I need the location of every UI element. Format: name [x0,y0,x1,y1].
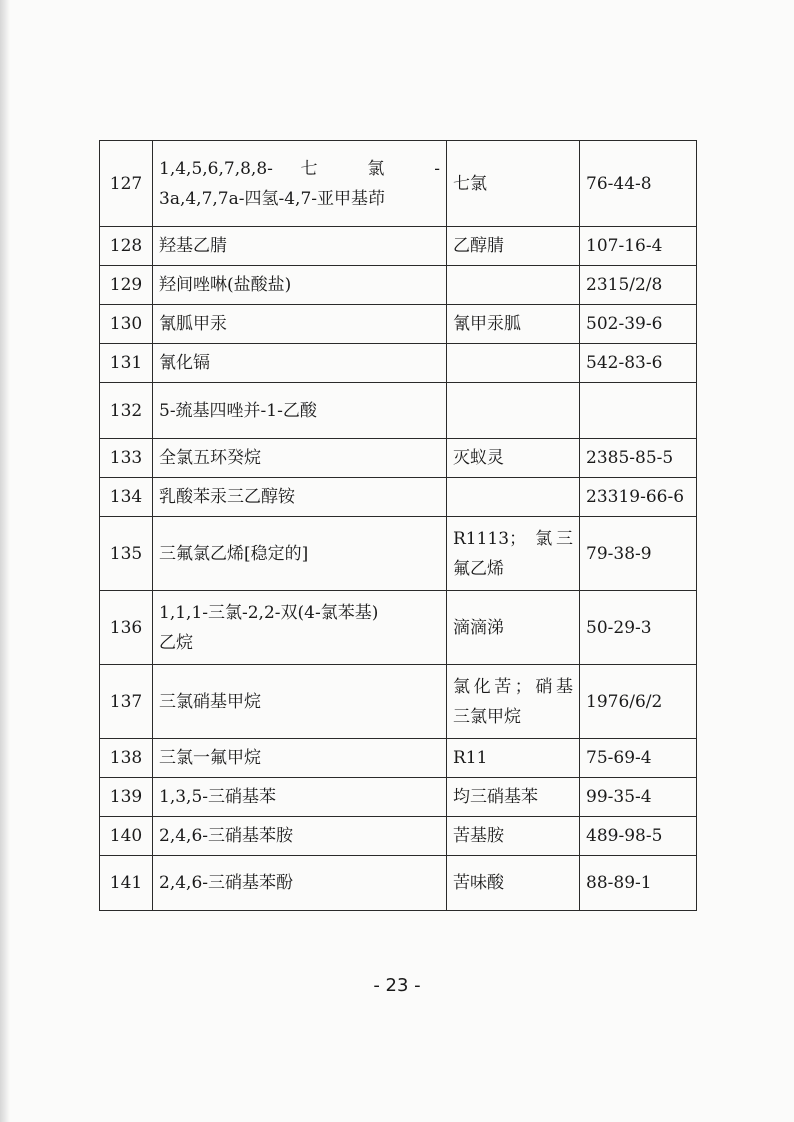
cas-number: 75-69-4 [580,739,697,778]
chemical-name-line: 2,4,6-三硝基苯胺 [159,826,293,846]
serial-number: 130 [100,305,153,344]
table-row [100,817,697,856]
chemical-name-line: 2,4,6-三硝基苯酚 [159,873,293,893]
serial-number: 141 [100,856,153,911]
cas-number: 1976/6/2 [580,665,697,739]
table-row [100,517,697,591]
serial-number: 140 [100,817,153,856]
chemical-name [153,439,447,478]
chemical-name-line: 3a,4,7,7a-四氢-4,7-亚甲基茚 [159,188,386,209]
serial-number: 139 [100,778,153,817]
chemical-alias-line: 苦基胺 [453,826,504,846]
scan-edge-shadow [0,0,10,1122]
chemical-name [153,383,447,439]
chemical-name [153,739,447,778]
table-row [100,739,697,778]
chemical-alias [447,856,580,911]
table-row [100,383,697,439]
cas-number: 542-83-6 [580,344,697,383]
serial-number: 133 [100,439,153,478]
serial-number: 127 [100,141,153,227]
chemical-alias [447,266,580,305]
chemical-alias [447,383,580,439]
cas-number [580,383,697,439]
cas-number: 50-29-3 [580,591,697,665]
chemical-alias [447,439,580,478]
chemical-alias [447,478,580,517]
chemical-alias-line: 均三硝基苯 [453,787,538,807]
chemical-alias-line: 滴滴涕 [453,617,504,638]
chemical-name [153,517,447,591]
chemical-alias-line: 氯化苦；硝基 [453,676,573,697]
cas-number: 502-39-6 [580,305,697,344]
chemical-alias [447,665,580,739]
page-number: - 23 - [373,975,421,996]
chemical-alias [447,141,580,227]
cas-number: 2385-85-5 [580,439,697,478]
table-row [100,141,697,227]
chemical-alias [447,227,580,266]
chemical-name-line: 羟基乙腈 [159,236,227,256]
chemical-alias-line: 灭蚁灵 [453,448,504,468]
chemical-name-line: 乙烷 [159,632,193,653]
table-row [100,344,697,383]
serial-number: 138 [100,739,153,778]
chemical-alias-line: 氰甲汞胍 [453,314,521,334]
chemical-alias [447,517,580,591]
table-row [100,591,697,665]
table-row [100,266,697,305]
chemical-name-line: 三氯一氟甲烷 [159,748,261,768]
chemical-name-line: 三氟氯乙烯[稳定的] [159,543,309,564]
cas-number: 88-89-1 [580,856,697,911]
chemical-name-line: 5-巯基四唑并-1-乙酸 [159,400,317,421]
table-row [100,478,697,517]
chemical-alias-line: 七氯 [453,173,487,194]
serial-number: 131 [100,344,153,383]
cas-number: 79-38-9 [580,517,697,591]
table-row [100,227,697,266]
chemical-table [99,140,697,911]
chemical-name [153,478,447,517]
chemical-name-line: 三氯硝基甲烷 [159,691,261,712]
chemical-name-line: 全氯五环癸烷 [159,448,261,468]
chemical-name [153,266,447,305]
chemical-alias [447,778,580,817]
serial-number: 132 [100,383,153,439]
chemical-alias [447,344,580,383]
chemical-alias-line: 苦味酸 [453,873,504,893]
chemical-name [153,305,447,344]
table-row [100,305,697,344]
serial-number: 137 [100,665,153,739]
cas-number: 2315/2/8 [580,266,697,305]
chemical-alias-line: 氟乙烯 [453,558,504,579]
chemical-name-line: 羟间唑啉(盐酸盐) [159,275,292,295]
cas-number: 99-35-4 [580,778,697,817]
chemical-name [153,817,447,856]
table-row [100,778,697,817]
serial-number: 129 [100,266,153,305]
chemical-name [153,591,447,665]
cas-number: 76-44-8 [580,141,697,227]
chemical-alias [447,305,580,344]
chemical-name-line: 氰胍甲汞 [159,314,227,334]
chemical-alias [447,817,580,856]
serial-number: 136 [100,591,153,665]
serial-number: 135 [100,517,153,591]
chemical-alias-line: 乙醇腈 [453,236,504,256]
chemical-name [153,141,447,227]
chemical-name-line: 氰化镉 [159,353,210,373]
chemical-name [153,778,447,817]
chemical-name [153,344,447,383]
chemical-name-line: 1,3,5-三硝基苯 [159,787,276,807]
chemical-name-line: 1,4,5,6,7,8,8- 七 氯 - [159,158,440,179]
chemical-alias-line: R1113； 氯三 [453,528,573,549]
table-row [100,856,697,911]
serial-number: 134 [100,478,153,517]
table-row [100,665,697,739]
chemical-alias-line: 三氯甲烷 [453,706,521,727]
chemical-alias-line: R11 [453,748,488,768]
table-row [100,439,697,478]
cas-number: 23319-66-6 [580,478,697,517]
chemical-name [153,665,447,739]
chemical-name-line: 1,1,1-三氯-2,2-双(4-氯苯基) [159,602,379,623]
chemical-alias [447,739,580,778]
chemical-name [153,856,447,911]
cas-number: 489-98-5 [580,817,697,856]
serial-number: 128 [100,227,153,266]
chemical-name [153,227,447,266]
cas-number: 107-16-4 [580,227,697,266]
chemical-alias [447,591,580,665]
chemical-name-line: 乳酸苯汞三乙醇铵 [159,487,295,507]
